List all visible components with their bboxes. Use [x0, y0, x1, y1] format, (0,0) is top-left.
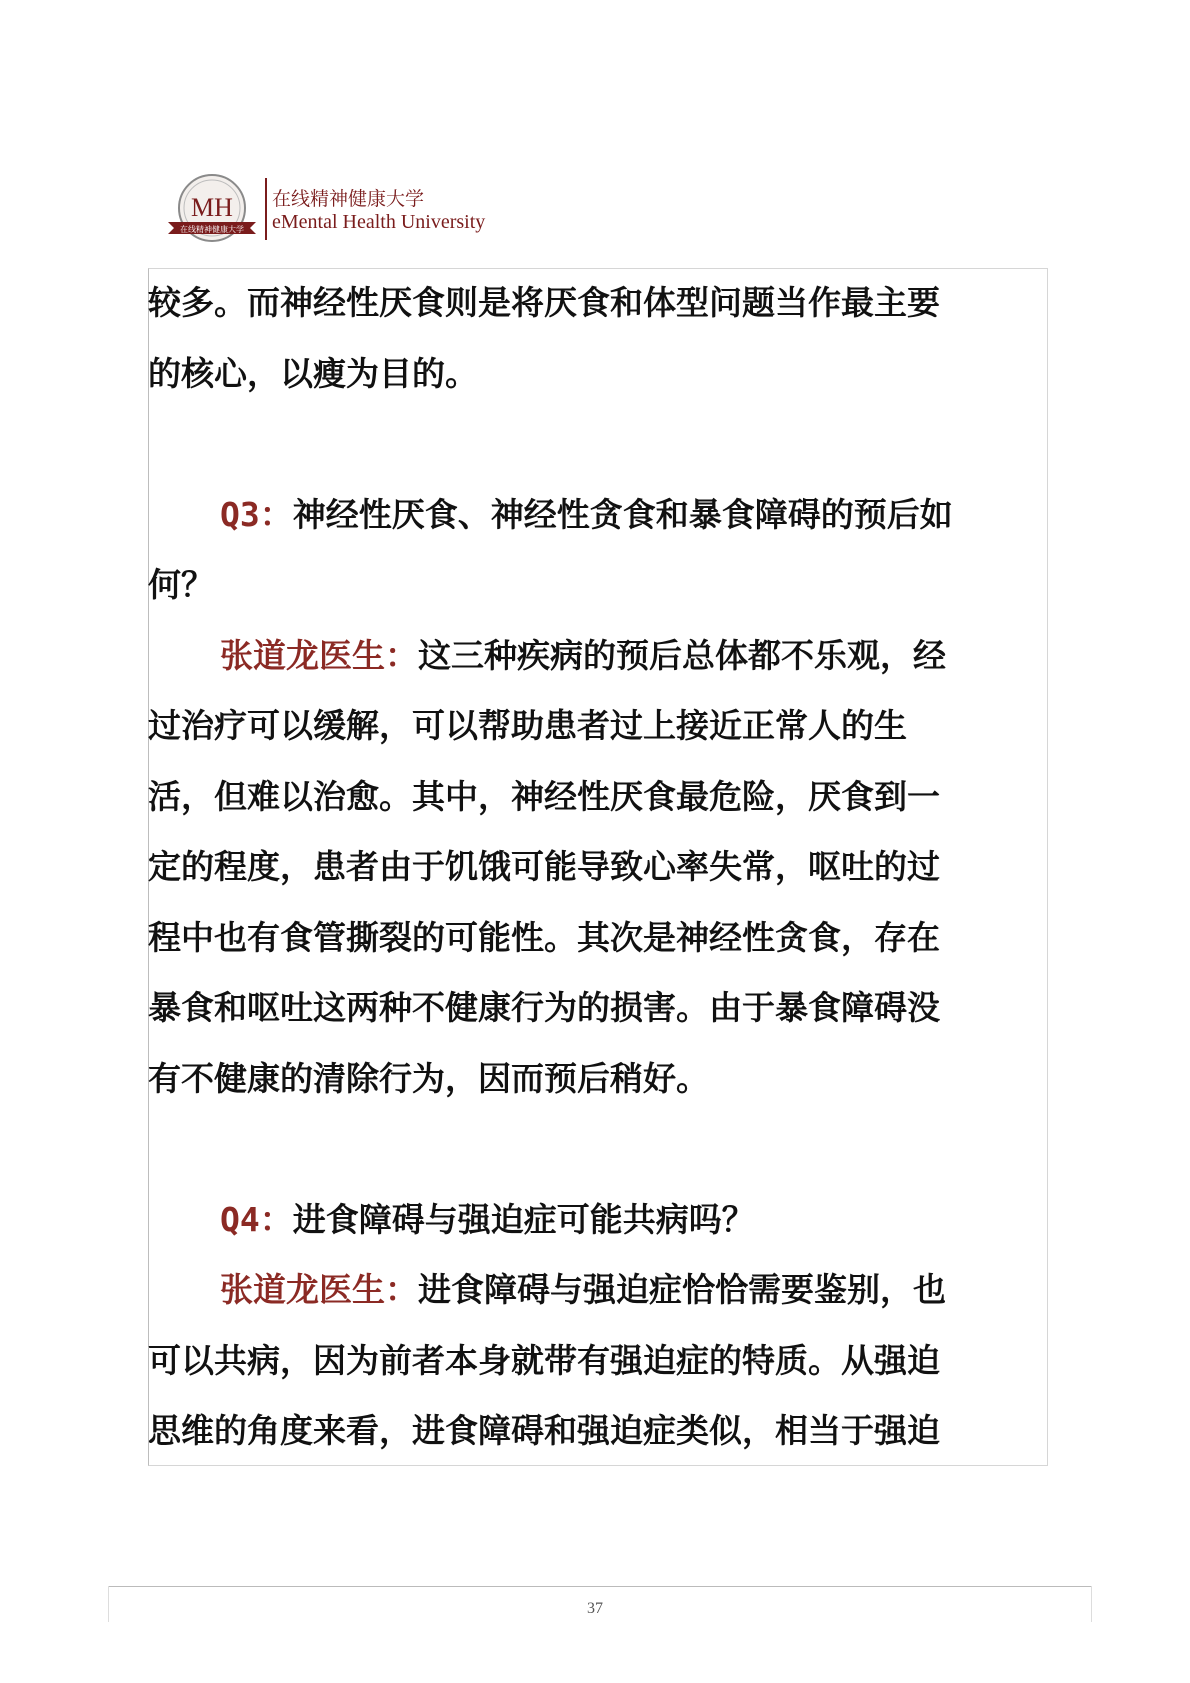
answer-a3	[148, 621, 1028, 692]
answer-label: 张道龙医生：	[220, 635, 418, 675]
answer-text: 这三种疾病的预后总体都不乐观，经	[418, 635, 946, 675]
body-text	[148, 268, 1028, 1467]
question-q4	[148, 1185, 1028, 1256]
spacer	[148, 1114, 1028, 1185]
university-name-en: eMental Health University	[272, 211, 486, 233]
answer-text: 进食障碍与强迫症恰恰需要鉴别，也	[418, 1270, 946, 1309]
seal-ribbon-text: 在线精神健康大学	[180, 225, 244, 234]
university-name-cn: 在线精神健康大学	[272, 188, 425, 210]
answer-line: 程中也有食管撕裂的可能性。其次是神经性贪食，存在	[148, 917, 940, 957]
question-q3	[148, 480, 1028, 551]
answer-line: 有不健康的清除行为，因而预后稍好。	[148, 1058, 709, 1098]
answer-line: 过治疗可以缓解，可以帮助患者过上接近正常人的生	[148, 706, 907, 745]
answer-label: 张道龙医生：	[220, 1270, 418, 1309]
spacer	[148, 409, 1028, 480]
question-label: Q4：	[220, 1199, 293, 1239]
seal-text: MH	[191, 193, 233, 222]
answer-line: 暴食和呕吐这两种不健康行为的损害。由于暴食障碍没	[148, 988, 940, 1027]
logo-divider	[265, 178, 267, 240]
answer-a4	[148, 1255, 1028, 1326]
question-text: 进食障碍与强迫症可能共病吗？	[292, 1199, 755, 1239]
answer-line: 可以共病，因为前者本身就带有强迫症的特质。从强迫	[148, 1340, 940, 1380]
university-seal-icon	[168, 172, 260, 250]
footer-rule	[108, 1586, 1092, 1587]
header-logo	[168, 172, 498, 252]
question-label: Q3：	[220, 494, 293, 534]
answer-line: 定的程度，患者由于饥饿可能导致心率失常，呕吐的过	[148, 847, 940, 886]
question-text-cont: 何？	[148, 565, 214, 604]
page-number: 37	[587, 1600, 603, 1617]
paragraph-line: 较多。而神经性厌食则是将厌食和体型问题当作最主要	[148, 283, 940, 322]
question-text: 神经性厌食、神经性贪食和暴食障碍的预后如	[292, 494, 953, 534]
paragraph-line: 的核心，以瘦为目的。	[148, 353, 478, 393]
answer-line: 思维的角度来看，进食障碍和强迫症类似，相当于强迫	[148, 1411, 940, 1450]
answer-line: 活，但难以治愈。其中，神经性厌食最危险，厌食到一	[148, 776, 940, 816]
